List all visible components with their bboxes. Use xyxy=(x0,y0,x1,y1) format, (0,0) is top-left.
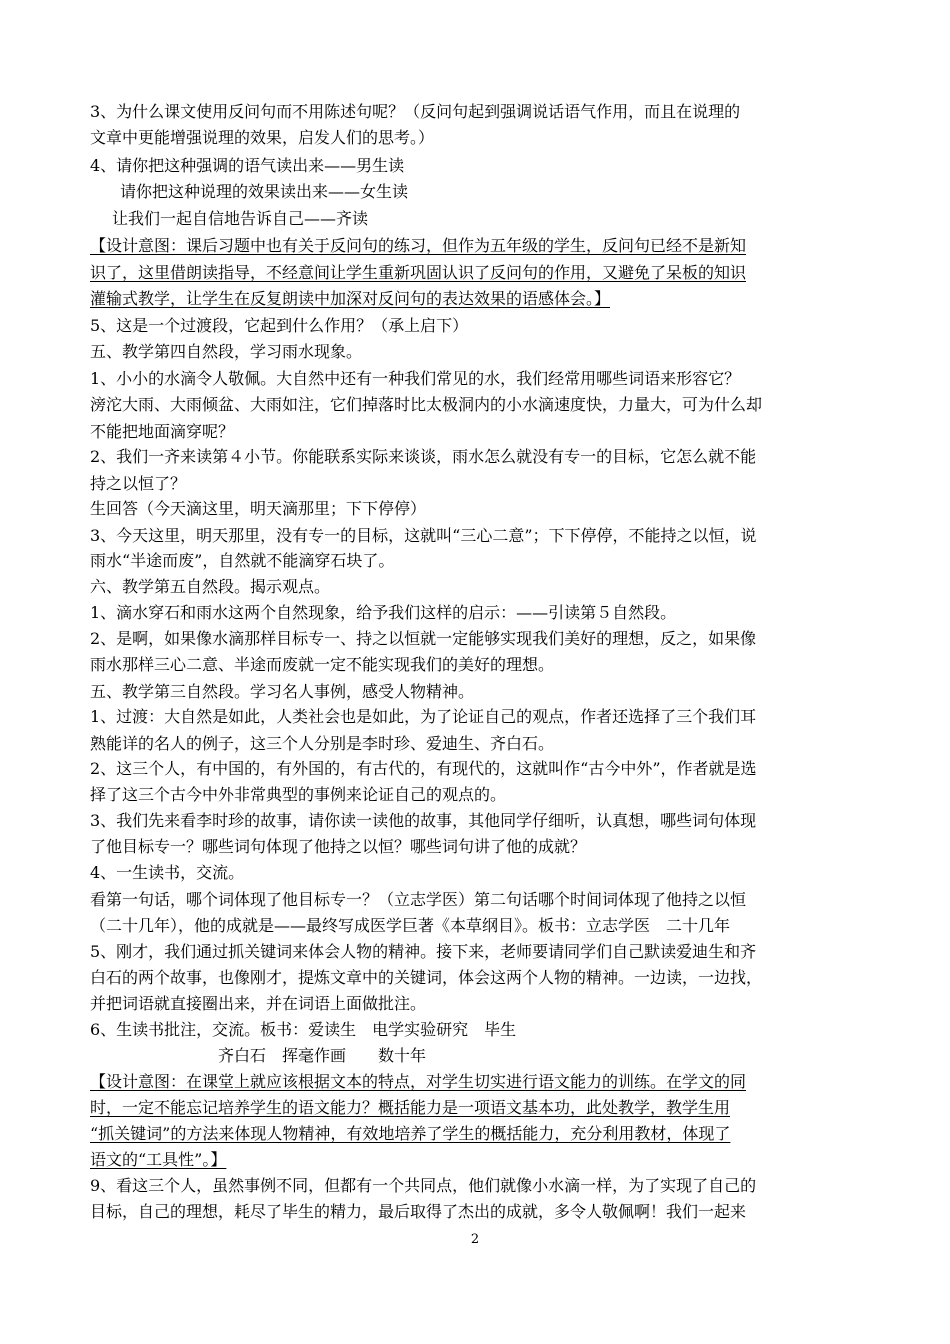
text-line: 2、是啊，如果像水滴那样目标专一、持之以恒就一定能够实现我们美好的理想，反之，如果像 xyxy=(90,629,757,648)
text-line: 3、为什么课文使用反问句而不用陈述句呢？（反问句起到强调说话语气作用，而且在说理的 xyxy=(90,102,741,121)
text-line: 持之以恒了？ xyxy=(90,474,187,493)
design-intent-note: 【设计意图：在课堂上就应该根据文本的特点，对学生切实进行语文能力的训练。在学文的同 xyxy=(90,1072,747,1091)
text-line: 3、我们先来看李时珍的故事，请你读一读他的故事，其他同学仔细听，认真想，哪些词句体现 xyxy=(90,811,757,830)
text-line: 目标，自己的理想，耗尽了毕生的精力，最后取得了杰出的成就，多令人敬佩啊！我们一起来 xyxy=(90,1202,747,1221)
text-line: 6、生读书批注，交流。板书：爱读生 电学实验研究 毕生 xyxy=(90,1020,517,1039)
text-line: 请你把这种说理的效果读出来——女生读 xyxy=(120,182,409,201)
text-line: 滂沱大雨、大雨倾盆、大雨如注，它们掉落时比太极洞内的小水滴速度快，力量大，可为什么却 xyxy=(90,395,763,414)
text-line: 雨水那样三心二意、半途而废就一定不能实现我们的美好的理想。 xyxy=(90,655,555,674)
text-line: 生回答（今天滴这里，明天滴那里；下下停停） xyxy=(90,499,427,518)
text-line: 文章中更能增强说理的效果，启发人们的思考。） xyxy=(90,128,435,147)
text-line: 2、这三个人，有中国的，有外国的，有古代的，有现代的，这就叫作“古今中外”，作者就是选 xyxy=(90,759,757,778)
text-line: 雨水“半途而废”，自然就不能滴穿石块了。 xyxy=(90,551,395,570)
text-line: 了他目标专一？哪些词句体现了他持之以恒？哪些词句讲了他的成就？ xyxy=(90,837,587,856)
design-intent-note: 灌输式教学，让学生在反复朗读中加深对反问句的表达效果的语感体会。】 xyxy=(90,289,611,308)
text-line: 5、这是一个过渡段，它起到什么作用？（承上启下） xyxy=(90,316,469,335)
text-line: 并把词语就直接圈出来，并在词语上面做批注。 xyxy=(90,994,427,1013)
text-line: （二十几年），他的成就是——最终写成医学巨著《本草纲目》。板书：立志学医 二十几年 xyxy=(90,916,731,935)
text-line: 5、刚才，我们通过抓关键词来体会人物的精神。接下来，老师要请同学们自己默读爱迪生和齐 xyxy=(90,942,757,961)
design-intent-note: 时，一定不能忘记培养学生的语文能力？概括能力是一项语文基本功，此处教学，教学生用 xyxy=(90,1098,731,1117)
text-line: 3、今天这里，明天那里，没有专一的目标，这就叫“三心二意”；下下停停，不能持之以恒，说 xyxy=(90,526,757,545)
text-line: 4、请你把这种强调的语气读出来——男生读 xyxy=(90,156,405,175)
text-line: 看第一句话，哪个词体现了他目标专一？（立志学医）第二句话哪个时间词体现了他持之以恒 xyxy=(90,890,747,909)
text-line: 1、滴水穿石和雨水这两个自然现象，给予我们这样的启示：——引读第５自然段。 xyxy=(90,603,677,622)
text-line: 熟能详的名人的例子，这三个人分别是李时珍、爱迪生、齐白石。 xyxy=(90,734,555,753)
text-line: 不能把地面滴穿呢？ xyxy=(90,422,235,441)
section-heading: 五、教学第三自然段。学习名人事例，感受人物精神。 xyxy=(90,682,475,701)
text-line: 白石的两个故事，也像刚才，提炼文章中的关键词，体会这两个人物的精神。一边读，一边找， xyxy=(90,968,763,987)
section-heading: 六、教学第五自然段。揭示观点。 xyxy=(90,577,331,596)
text-line: 9、看这三个人，虽然事例不同，但都有一个共同点，他们就像小水滴一样，为了实现了自己的 xyxy=(90,1176,757,1195)
text-line: 齐白石 挥毫作画 数十年 xyxy=(218,1046,427,1065)
text-line: 4、一生读书，交流。 xyxy=(90,863,245,882)
design-intent-note: “抓关键词”的方法来体现人物精神，有效地培养了学生的概括能力，充分利用教材，体现了 xyxy=(90,1124,731,1143)
design-intent-note: 【设计意图：课后习题中也有关于反问句的练习，但作为五年级的学生，反问句已经不是新知 xyxy=(90,236,747,255)
section-heading: 五、教学第四自然段，学习雨水现象。 xyxy=(90,342,363,361)
text-line: 1、小小的水滴令人敬佩。大自然中还有一种我们常见的水，我们经常用哪些词语来形容它？ xyxy=(90,369,741,388)
text-line: 2、我们一齐来读第４小节。你能联系实际来谈谈，雨水怎么就没有专一的目标，它怎么就不能 xyxy=(90,447,757,466)
text-line: 择了这三个古今中外非常典型的事例来论证自己的观点的。 xyxy=(90,785,507,804)
text-line: 让我们一起自信地告诉自己——齐读 xyxy=(112,209,369,228)
design-intent-note: 识了，这里借朗读指导，不经意间让学生重新巩固认识了反问句的作用，又避免了呆板的知识 xyxy=(90,263,747,282)
design-intent-note: 语文的“工具性”。】 xyxy=(90,1150,227,1169)
page-number: 2 xyxy=(470,1232,480,1247)
text-line: 1、过渡：大自然是如此，人类社会也是如此，为了论证自己的观点，作者还选择了三个我们耳 xyxy=(90,707,757,726)
